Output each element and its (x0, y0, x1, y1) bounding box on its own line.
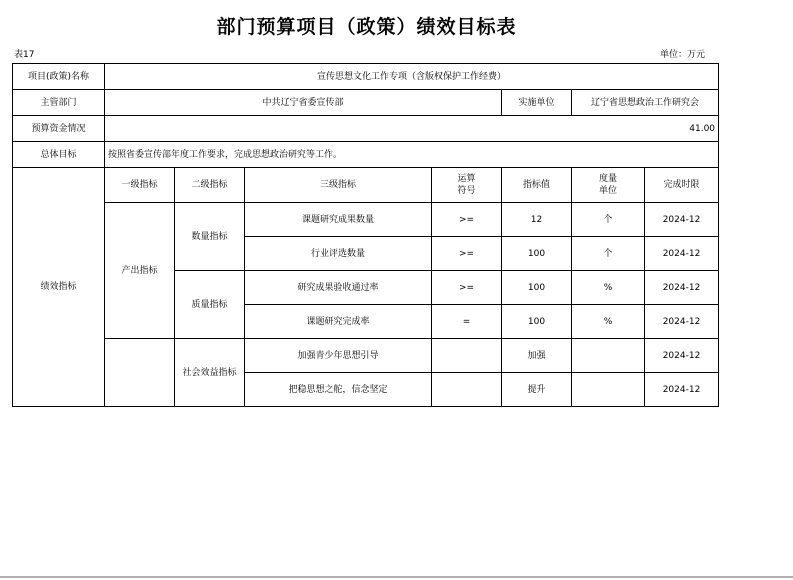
goal-row (13, 142, 719, 168)
indicator-op: >= (432, 203, 502, 237)
indicator-unit (572, 373, 645, 407)
budget-value: 41.00 (105, 116, 719, 142)
header-value: 指标值 (502, 168, 572, 203)
group-blank (105, 339, 175, 407)
table-row (13, 339, 719, 373)
indicator-name: 把稳思想之舵，信念坚定 (245, 373, 432, 407)
impl-label: 实施单位 (502, 90, 572, 116)
indicator-unit: 个 (572, 237, 645, 271)
indicator-unit: % (572, 271, 645, 305)
header-unit: 度量 单位 (572, 168, 645, 203)
table-number: 表17 (14, 50, 35, 60)
indicator-name: 行业评选数量 (245, 237, 432, 271)
indicator-deadline: 2024-12 (645, 339, 719, 373)
indicator-op (432, 339, 502, 373)
group-quantity: 数量指标 (175, 203, 245, 271)
indicator-value: 100 (502, 271, 572, 305)
indicator-op: >= (432, 271, 502, 305)
page-bottom-divider (0, 576, 793, 578)
indicator-name: 课题研究成果数量 (245, 203, 432, 237)
goal-label: 总体目标 (13, 142, 105, 168)
header-level2: 二级指标 (175, 168, 245, 203)
unit-label: 单位：万元 (660, 50, 706, 60)
header-level3: 三级指标 (245, 168, 432, 203)
indicator-deadline: 2024-12 (645, 271, 719, 305)
indicator-deadline: 2024-12 (645, 305, 719, 339)
indicator-op (432, 373, 502, 407)
indicator-name: 研究成果验收通过率 (245, 271, 432, 305)
group-quality: 质量指标 (175, 271, 245, 339)
indicator-value: 12 (502, 203, 572, 237)
project-row (13, 64, 719, 90)
project-value: 宣传思想文化工作专项（含版权保护工作经费） (105, 64, 719, 90)
header-level1: 一级指标 (105, 168, 175, 203)
indicator-value: 加强 (502, 339, 572, 373)
table-row (13, 203, 719, 237)
header-row (13, 168, 719, 203)
indicator-value: 100 (502, 237, 572, 271)
indicator-value: 提升 (502, 373, 572, 407)
budget-row (13, 116, 719, 142)
dept-row (13, 90, 719, 116)
impl-value: 辽宁省思想政治工作研究会 (572, 90, 719, 116)
indicator-op: = (432, 305, 502, 339)
indicator-unit: % (572, 305, 645, 339)
indicator-value: 100 (502, 305, 572, 339)
indicator-name: 课题研究完成率 (245, 305, 432, 339)
group-output: 产出指标 (105, 203, 175, 339)
group-social: 社会效益指标 (175, 339, 245, 407)
dept-value: 中共辽宁省委宣传部 (105, 90, 502, 116)
performance-table (12, 63, 719, 407)
budget-label: 预算资金情况 (13, 116, 105, 142)
goal-value: 按照省委宣传部年度工作要求，完成思想政治研究等工作。 (105, 142, 719, 168)
perf-label: 绩效指标 (13, 168, 105, 407)
header-deadline: 完成时限 (645, 168, 719, 203)
indicator-unit (572, 339, 645, 373)
indicator-deadline: 2024-12 (645, 373, 719, 407)
project-label: 项目(政策)名称 (13, 64, 105, 90)
indicator-name: 加强青少年思想引导 (245, 339, 432, 373)
indicator-deadline: 2024-12 (645, 203, 719, 237)
indicator-deadline: 2024-12 (645, 237, 719, 271)
dept-label: 主管部门 (13, 90, 105, 116)
page-title: 部门预算项目（政策）绩效目标表 (216, 16, 517, 38)
indicator-unit: 个 (572, 203, 645, 237)
indicator-op: >= (432, 237, 502, 271)
header-operator: 运算 符号 (432, 168, 502, 203)
